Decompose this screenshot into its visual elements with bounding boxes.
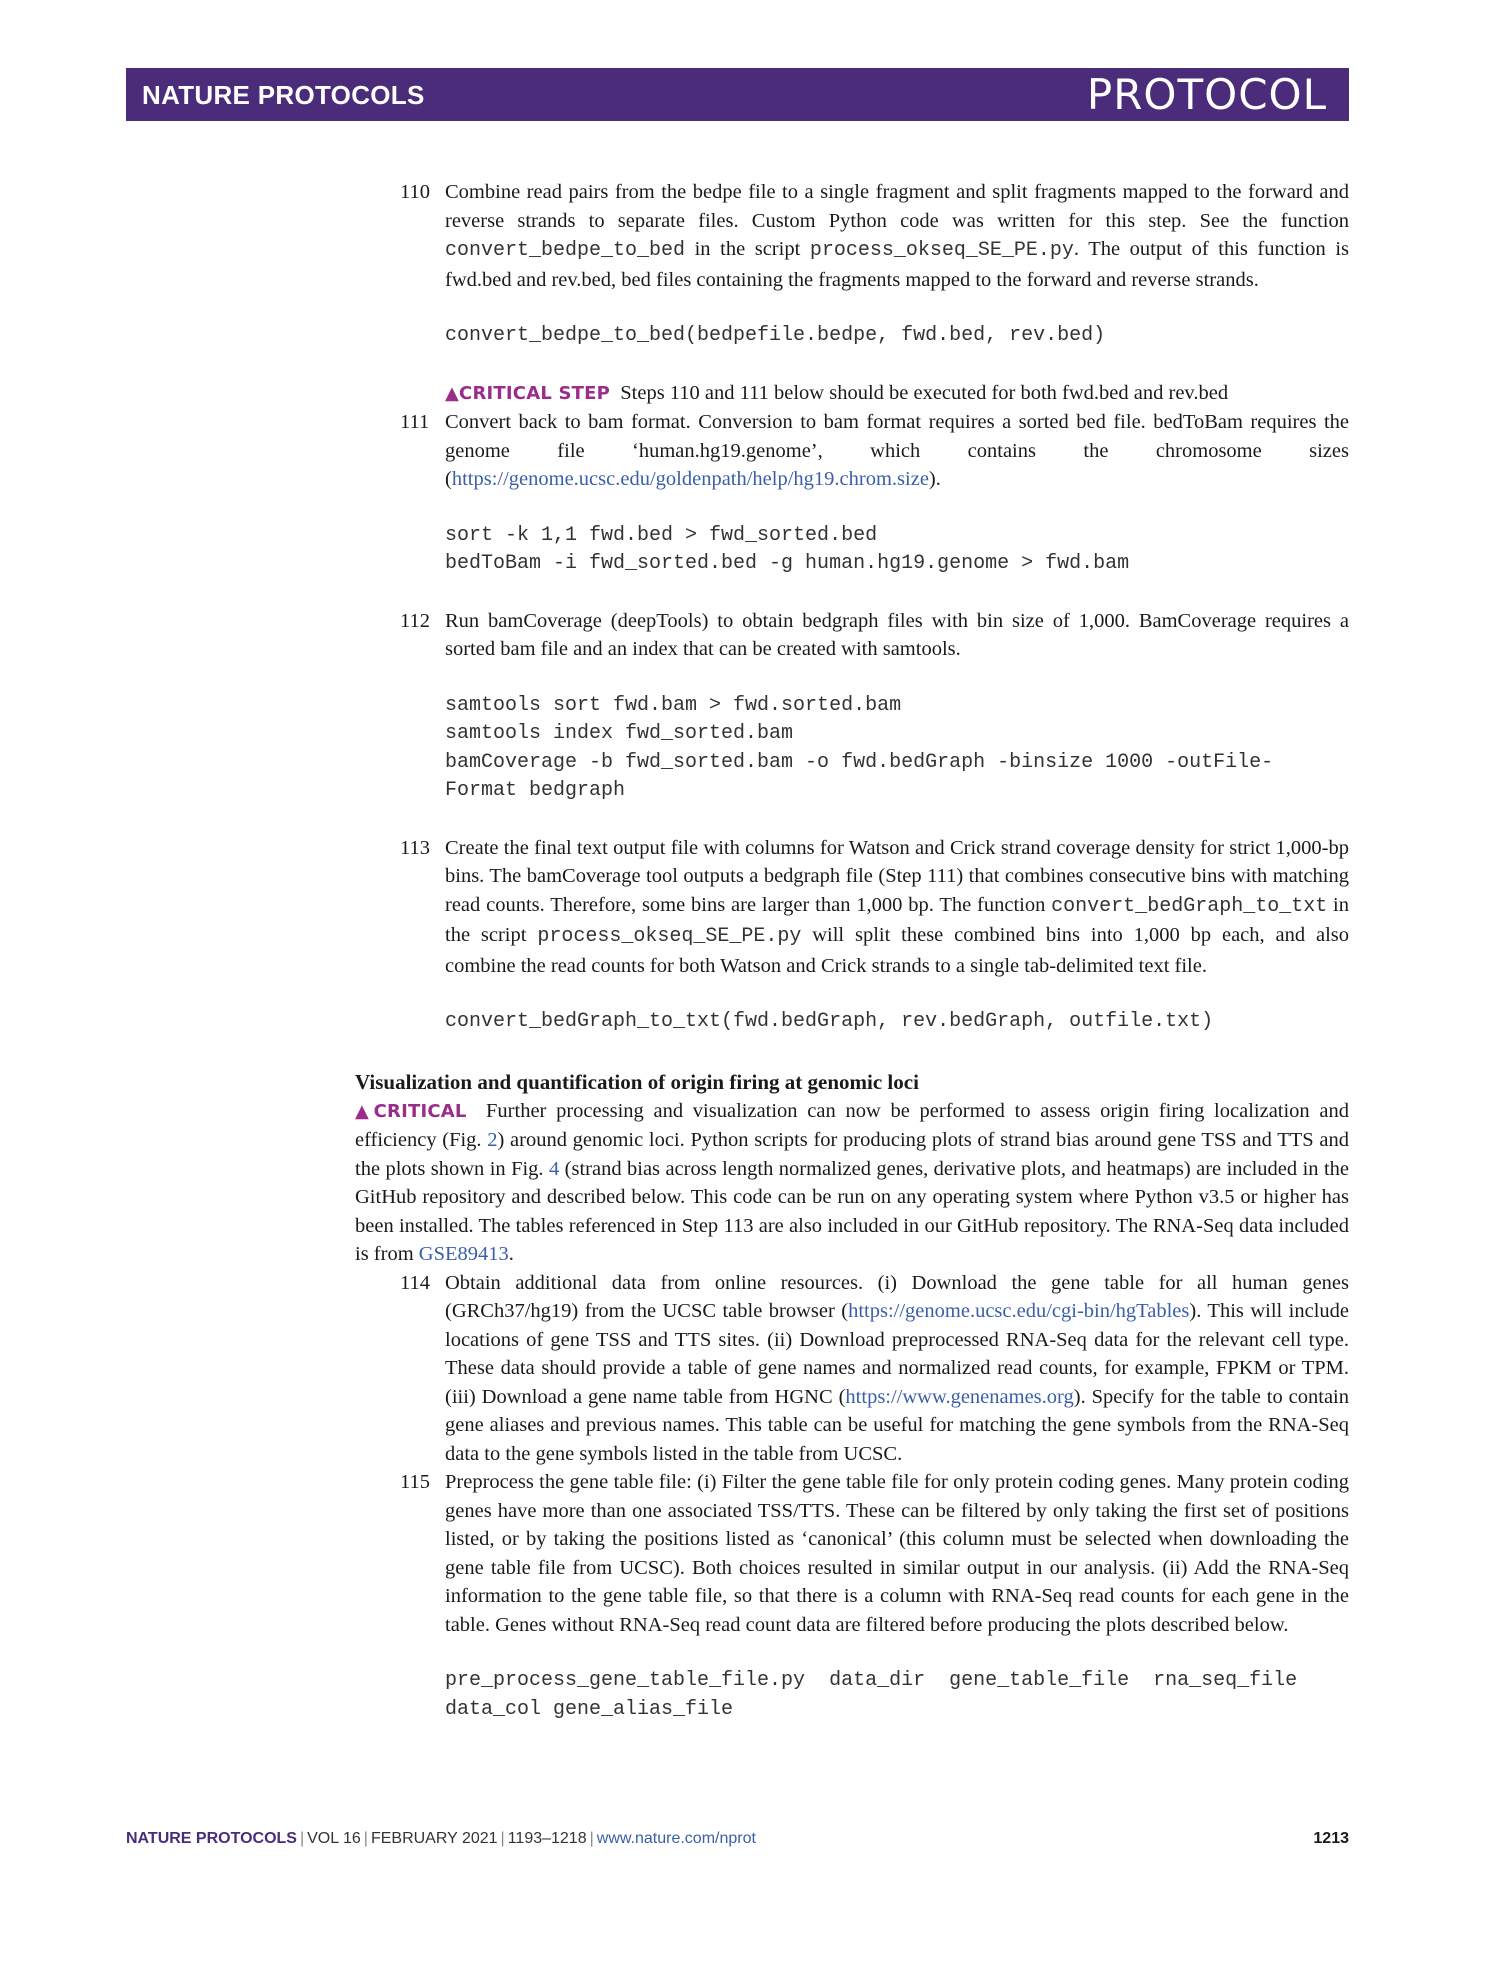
code-line: data_col gene_alias_file [445, 1697, 734, 1721]
section-heading: Visualization and quantification of origin firing at genomic loci [355, 1069, 919, 1094]
fig-2-link[interactable]: 2 [487, 1129, 498, 1151]
code-line: bamCoverage -b fwd_sorted.bam -o fwd.bedGraph -binsize 1000 -outFile- [445, 750, 1274, 774]
code-line: convert_bedpe_to_bed(bedpefile.bedpe, fwd.bed, rev.bed) [445, 324, 1106, 347]
article-type: PROTOCOL [1086, 70, 1327, 119]
step-text: Convert back to bam format. Conversion to bam format requires a sorted bed file. bedToBam requires the genome file ‘human.hg19.genome’, which contains the chromosome sizes ( [445, 411, 1349, 490]
critical-step-label: ▲CRITICAL STEP [445, 382, 610, 404]
page-number: 1213 [1313, 1830, 1349, 1847]
page-header [126, 68, 1349, 121]
step-number: 115 [400, 1471, 430, 1493]
code-block-112 [400, 692, 1349, 806]
footer-volume: VOL 16 [307, 1830, 361, 1847]
function-name: convert_bedGraph_to_txt [1051, 894, 1328, 918]
step-text: in the script [445, 893, 1349, 946]
paragraph-text: . [508, 1243, 514, 1265]
step-text: ). This will include locations of gene TSS and TTS sites. (ii) Download preprocessed RNA-Seq data for the relevant cell type. These data should provide a table of gene names and normalized read counts, for example, FPKM or TPM. (iii) Download a gene name table from HGNC ( [445, 1300, 1349, 1408]
code-block-115 [400, 1667, 1349, 1724]
step-114 [400, 1269, 1349, 1469]
step-text: Combine read pairs from the bedpe file to a single fragment and split fragments mapped to the forward and reverse strands to separate files. Custom Python code was written for this step. See the function [445, 181, 1349, 232]
step-115 [400, 1468, 1349, 1639]
page-footer: NATURE PROTOCOLS | VOL 16 | FEBRUARY 2021 | 1193–1218 | www.nature.com/nprot 1213 [126, 1830, 1349, 1847]
step-text: . The output of this function is fwd.bed and rev.bed, bed files containing the fragments mapped to the forward and reverse strands. [445, 238, 1349, 291]
step-text: Run bamCoverage (deepTools) to obtain bedgraph files with bin size of 1,000. BamCoverage requires a sorted bam file and an index that can be created with samtools. [445, 609, 1349, 660]
footer-url-link[interactable]: www.nature.com/nprot [596, 1830, 756, 1847]
code-line: Format bedgraph [445, 779, 626, 802]
paragraph-text: ) around genomic loci. Python scripts for producing plots of strand bias around gene TSS and TTS and the plots shown in Fig. [355, 1129, 1349, 1180]
script-name: process_okseq_SE_PE.py [537, 925, 802, 948]
fig-4-link[interactable]: 4 [548, 1157, 560, 1180]
step-text: Obtain additional data from online resources. (i) Download the gene table for all human genes (GRCh37/hg19) from the UCSC table browser ( [445, 1271, 1349, 1322]
journal-name: NATURE PROTOCOLS [142, 80, 425, 110]
footer-pages: 1193–1218 [507, 1830, 587, 1847]
step-text: ). Specify for the table to contain gene aliases and previous names. This table can be useful for matching the gene symbols from the RNA-Seq data to the gene symbols listed in the table from UCSC. [445, 1385, 1349, 1465]
code-block-113 [400, 1008, 1349, 1037]
code-block-110 [400, 322, 1349, 351]
code-line: samtools index fwd_sorted.bam [445, 722, 794, 745]
visualization-section [355, 1067, 1349, 1269]
step-text: Preprocess the gene table file: (i) Filter the gene table file for only protein coding genes. Many protein coding genes have more than one associated TSS/TTS. These can be filtered by only taking the first set of positions listed, or by taking the positions listed as ‘canonical’ (this column must be selected when downloading the gene table file from UCSC). Both choices resulted in similar output in our analysis. (ii) Add the RNA-Seq information to the gene table file, so that there is a column with RNA-Seq read counts for each gene in the table. Genes without RNA-Seq read count data are filtered before producing the plots described below. [445, 1471, 1349, 1636]
critical-step-text: Steps 110 and 111 below should be executed for both fwd.bed and rev.bed [620, 381, 1229, 404]
step-number: 113 [400, 836, 430, 859]
step-number: 112 [400, 609, 430, 632]
step-111 [400, 408, 1349, 494]
ucsc-table-link[interactable]: https://genome.ucsc.edu/cgi-bin/hgTables [848, 1300, 1190, 1322]
hgnc-link[interactable]: https://www.genenames.org [845, 1385, 1074, 1408]
step-text: Create the final text output file with columns for Watson and Crick strand coverage density for strict 1,000-bp bins. The bamCoverage tool outputs a bedgraph file (Step 111) that combines consecutive bins with matching read counts. Therefore, some bins are larger than 1,000 bp. The function [445, 836, 1349, 916]
paragraph-text: (strand bias across length normalized genes, derivative plots, and heatmaps) are included in the GitHub repository and described below. This code can be run on any operating system where Python v3.5 or higher has been installed. The tables referenced in Step 113 are also included in our GitHub repository. The RNA-Seq data included is from [355, 1157, 1349, 1265]
footer-journal: NATURE PROTOCOLS [126, 1830, 297, 1847]
step-110 [400, 178, 1349, 294]
section-critical-paragraph [355, 1097, 1349, 1269]
critical-step-note [400, 379, 1349, 409]
step-text: ). [928, 468, 941, 490]
page-content [355, 178, 1350, 1752]
critical-label: ▲CRITICAL [355, 1100, 467, 1122]
code-line: bedToBam -i fwd_sorted.bed -g human.hg19.genome > fwd.bam [445, 552, 1130, 575]
chrom-size-link[interactable]: https://genome.ucsc.edu/goldenpath/help/hg19.chrom.size [451, 468, 929, 490]
step-112 [400, 607, 1349, 664]
step-number: 111 [400, 411, 430, 433]
step-text: in the script [685, 238, 810, 260]
step-number: 110 [400, 181, 430, 203]
function-name: convert_bedpe_to_bed [445, 239, 686, 262]
step-113 [400, 834, 1349, 981]
code-line: sort -k 1,1 fwd.bed > fwd_sorted.bed [445, 523, 878, 547]
script-name: process_okseq_SE_PE.py [809, 239, 1074, 262]
code-block-111 [400, 522, 1349, 579]
step-number: 114 [400, 1271, 430, 1294]
code-line: convert_bedGraph_to_txt(fwd.bedGraph, rev.bedGraph, outfile.txt) [445, 1010, 1214, 1033]
paragraph-text: Further processing and visualization can now be performed to assess origin firing localization and efficiency (Fig. [355, 1099, 1350, 1151]
step-text: will split these combined bins into 1,000 bp each, and also combine the read counts for both Watson and Crick strands to a single tab-delimited text file. [445, 924, 1349, 977]
gse-link[interactable]: GSE89413 [418, 1243, 509, 1265]
code-line: samtools sort fwd.bam > fwd.sorted.bam [445, 693, 902, 717]
code-line: pre_process_gene_table_file.py data_dir gene_table_file rna_seq_file [445, 1669, 1298, 1692]
footer-date: FEBRUARY 2021 [370, 1830, 498, 1847]
